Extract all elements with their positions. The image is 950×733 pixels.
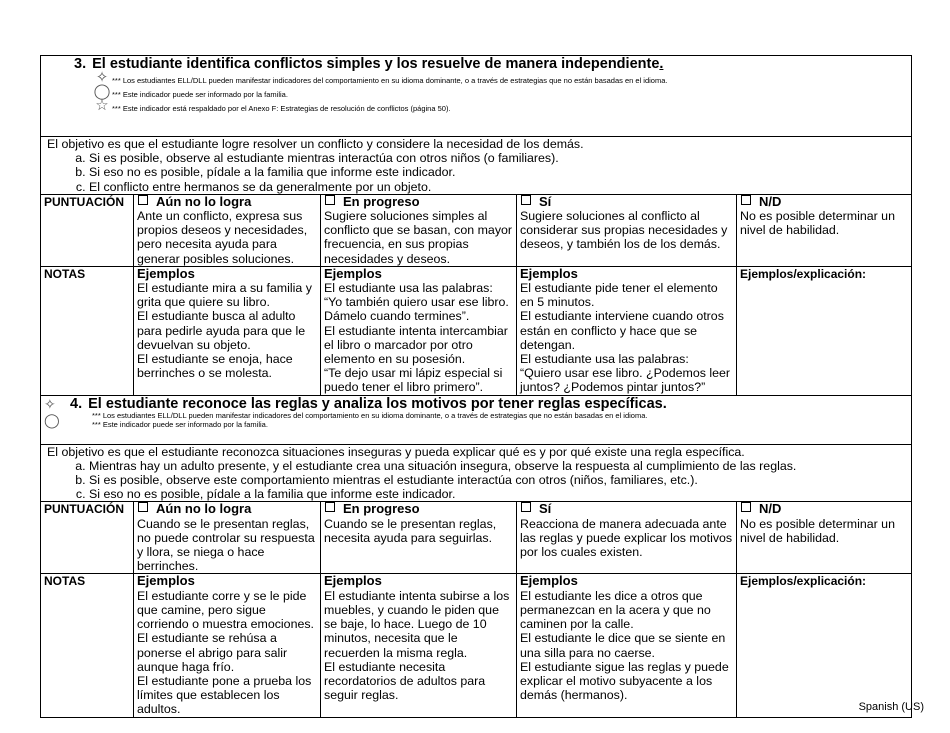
- circle-icon: ◯: [93, 83, 111, 101]
- section3-score-label: PUNTUACIÓN: [41, 194, 134, 266]
- section3-notes-label: NOTAS: [41, 266, 134, 395]
- section3-note-annex: ☆ *** Este indicador está respaldado por el Anexo F: Estrategias de resolución de conflictos (página 50).: [92, 99, 908, 113]
- checkbox[interactable]: [138, 502, 148, 512]
- section4-notes-label: NOTAS: [41, 574, 134, 717]
- section3-objective: El objetivo es que el estudiante logre resolver un conflicto y considere la necesidad de los demás. a. Si es posible, observe al estudiante mientras interactúa con otros niños (o familiares). b. Si eso no es posible, pídale a la familia que informe este indicador. c. El conflicto entre hermanos se da generalmente por un objeto.: [41, 137, 912, 195]
- section4-note-ell: *** Los estudiantes ELL/DLL pueden manifestar indicadores del comportamiento en su idioma dominante, o a través de estrategias que no están basadas en el idioma.: [92, 410, 648, 420]
- section3-examples-2: Ejemplos El estudiante usa las palabras: “Yo también quiero usar ese libro. Dámelo cuando termines”. El estudiante intenta intercambiar el libro o marcador por otro elemento en su posesión. “Te dejo usar mi lápiz especial si puedo tener el libro primero”.: [321, 266, 517, 395]
- star-icon: ☆: [95, 97, 109, 115]
- checkbox[interactable]: [741, 502, 751, 512]
- section4-examples-2: Ejemplos El estudiante intenta subirse a los muebles, y cuando le piden que se baje, lo hace. Luego de 10 minutos, necesita que le recuerden la misma regla. El estudiante necesita recordatorios de adultos para seguir reglas.: [321, 574, 517, 717]
- circle-icon: ◯: [44, 411, 60, 428]
- checkbox[interactable]: [521, 195, 531, 205]
- section4-level-yes: Sí Reacciona de manera adecuada ante las reglas y puede explicar los motivos por los cuales existen.: [517, 502, 737, 574]
- section4-notes-row: [41, 574, 912, 717]
- sparkle-icon: ✧: [95, 69, 109, 87]
- section3-notes-row: [41, 266, 912, 395]
- section4-score-row: [41, 502, 912, 574]
- section3-examples-1: Ejemplos El estudiante mira a su familia y grita que quiere su libro. El estudiante busca al adulto para pedirle ayuda para que le devuelvan su objeto. El estudiante se enoja, hace berrinches o se molesta.: [134, 266, 321, 395]
- section4-examples-3: Ejemplos El estudiante les dice a otros que permanezcan en la acera y que no caminen por la calle. El estudiante le dice que se siente en una silla para no caerse. El estudiante sigue las reglas y puede explicar el motivo subyacente a los demás (hermanos).: [517, 574, 737, 717]
- section3-level-not-yet: Aún no lo logra Ante un conflicto, expresa sus propios deseos y necesidades, pero necesita ayuda para generar posibles soluciones.: [134, 194, 321, 266]
- section3-title: 3. El estudiante identifica conflictos simples y los resuelve de manera independiente.: [74, 56, 664, 72]
- section3-note-family: ◯ *** Este indicador puede ser informado por la familia.: [93, 83, 288, 101]
- checkbox[interactable]: [521, 502, 531, 512]
- section4-header: [41, 395, 912, 444]
- section4-level-progress: En progreso Cuando se le presentan reglas, necesita ayuda para seguirlas.: [321, 502, 517, 574]
- rubric-table: [40, 55, 912, 718]
- section4-objective: El objetivo es que el estudiante reconozca situaciones inseguras y pueda explicar qué es y por qué existe una regla específica. a. Mientras hay un adulto presente, y el estudiante crea una situación insegura, observe la respuesta al cumplimiento de las reglas. b. Si es posible, observe este comportamiento mientras el estudiante interactúa con otros (niños, familiares, etc.). c. Si eso no es posible, pídale a la familia que informe este indicador.: [41, 444, 912, 502]
- section3-header: [41, 56, 912, 137]
- section3-level-progress: En progreso Sugiere soluciones simples al conflicto que se basan, con mayor frecuencia, en sus propias necesidades y deseos.: [321, 194, 517, 266]
- section3-level-yes: Sí Sugiere soluciones al conflicto al considerar sus propias necesidades y deseos, y también los de los demás.: [517, 194, 737, 266]
- section4-note-family: *** Este indicador puede ser informado por la familia.: [92, 419, 268, 429]
- section4-explain[interactable]: Ejemplos/explicación:: [737, 574, 912, 717]
- section4-steps: a. Mientras hay un adulto presente, y el estudiante crea una situación insegura, observe la respuesta al cumplimiento de las reglas. b. Si es posible, observe este comportamiento mientras el estudiante interactúa con otros (niños, familiares, etc.). c. Si eso no es posible, pídale a la familia que informe este indicador.: [47, 459, 908, 502]
- checkbox[interactable]: [138, 195, 148, 205]
- section3-note-ell: ✧ *** Los estudiantes ELL/DLL pueden manifestar indicadores del comportamiento en su idioma dominante, o a través de estrategias que no están basadas en el idioma.: [92, 71, 908, 85]
- section4-level-na: N/D No es posible determinar un nivel de habilidad.: [737, 502, 912, 574]
- section3-steps: a. Si es posible, observe al estudiante mientras interactúa con otros niños (o familiares). b. Si eso no es posible, pídale a la familia que informe este indicador. c. El conflicto entre hermanos se da generalmente por un objeto.: [47, 151, 908, 194]
- checkbox[interactable]: [325, 195, 335, 205]
- rubric-sheet: [40, 55, 911, 718]
- section4-title: 4. El estudiante reconoce las reglas y analiza los motivos por tener reglas específicas.: [70, 395, 667, 412]
- section4-level-not-yet: Aún no lo logra Cuando se le presentan reglas, no puede controlar su respuesta y llora, se niega o hace berrinches.: [134, 502, 321, 574]
- checkbox[interactable]: [325, 502, 335, 512]
- language-footer: Spanish (US): [858, 701, 924, 713]
- section4-score-label: PUNTUACIÓN: [41, 502, 134, 574]
- section3-score-row: [41, 194, 912, 266]
- section3-level-na: N/D No es posible determinar un nivel de habilidad.: [737, 194, 912, 266]
- section3-explain[interactable]: Ejemplos/explicación:: [737, 266, 912, 395]
- section3-examples-3: Ejemplos El estudiante pide tener el elemento en 5 minutos. El estudiante interviene cuando otros están en conflicto y hace que se detengan. El estudiante usa las palabras: “Quiero usar ese libro. ¿Podemos leer juntos? ¿Podemos pintar juntos?”: [517, 266, 737, 395]
- checkbox[interactable]: [741, 195, 751, 205]
- sparkle-icon: ✧: [44, 395, 56, 412]
- section4-examples-1: Ejemplos El estudiante corre y se le pide que camine, pero sigue corriendo o muestra emociones. El estudiante se rehúsa a ponerse el abrigo para salir aunque haga frío. El estudiante pone a prueba los límites que establecen los adultos.: [134, 574, 321, 717]
